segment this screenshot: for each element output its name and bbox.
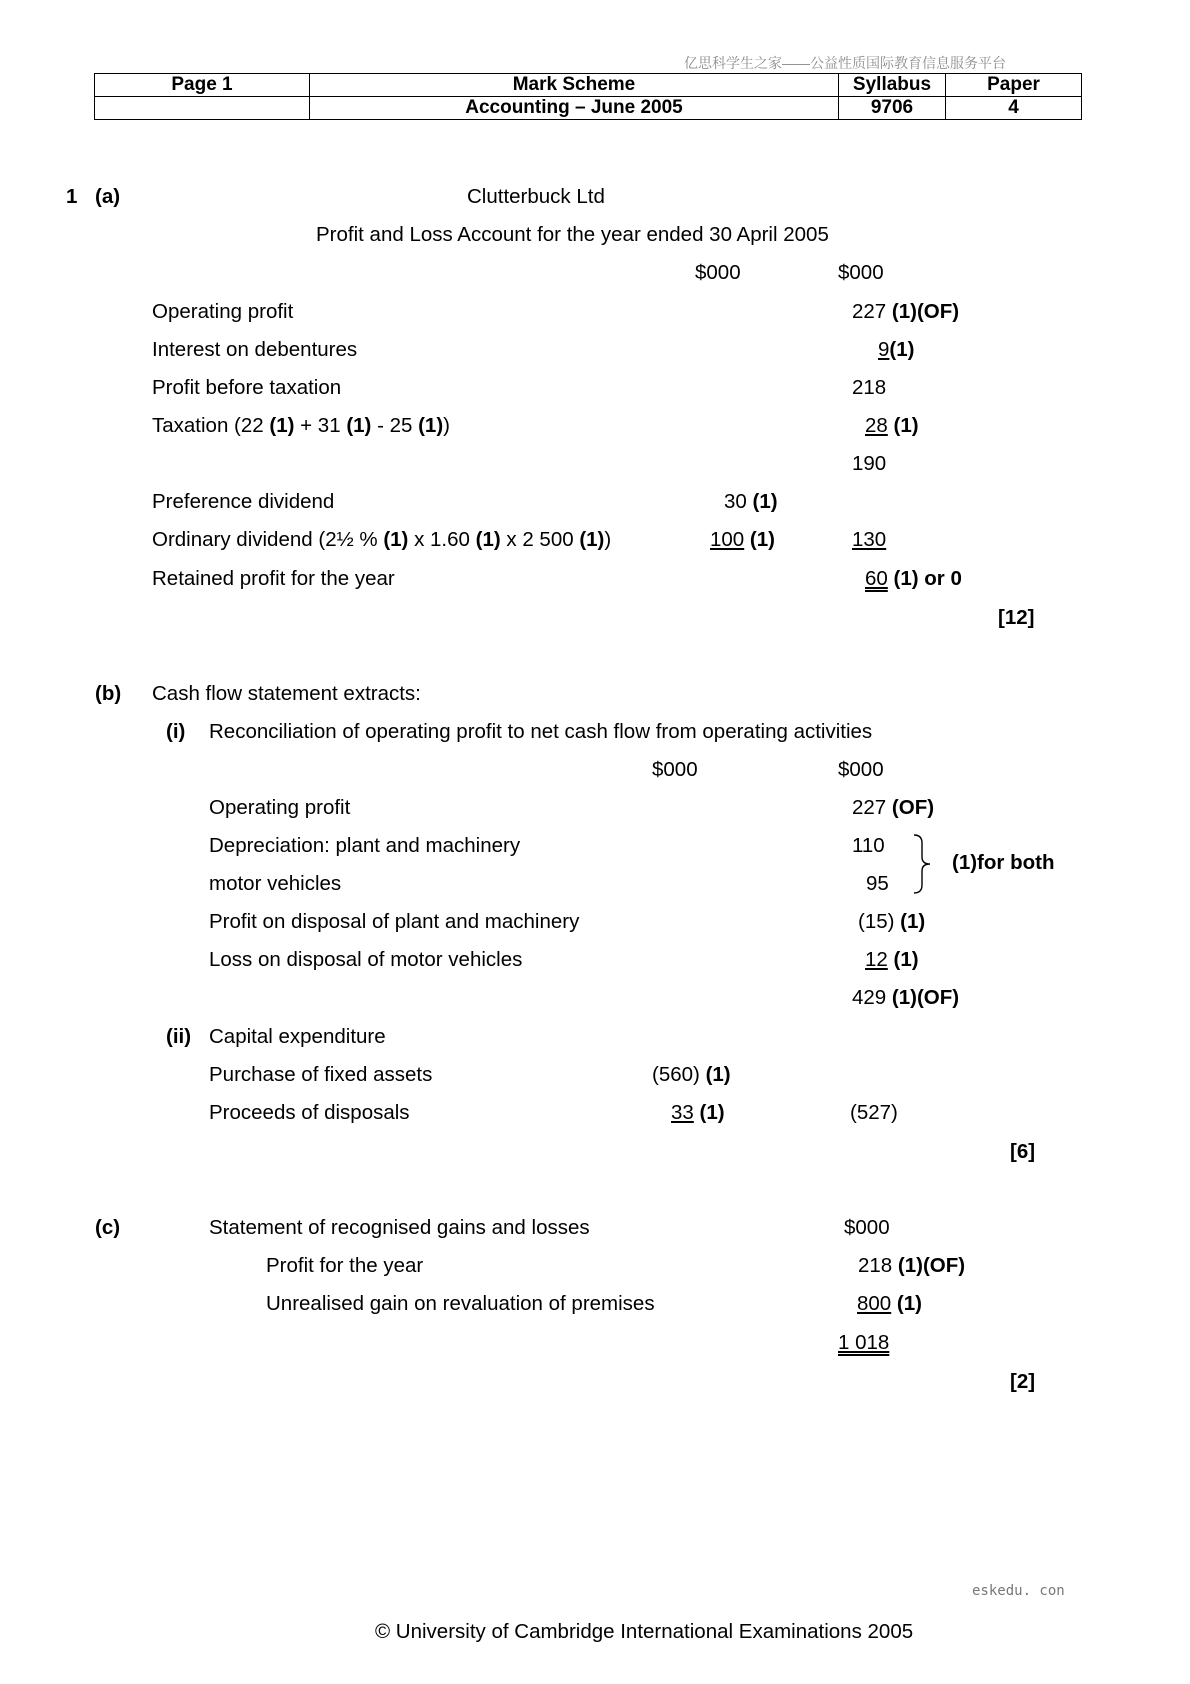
c-value-gain: 800 (1): [857, 1292, 922, 1315]
watermark-text: 亿思科学生之家——公益性质国际教育信息服务平台: [684, 55, 1006, 71]
col-heading-1: $000: [695, 261, 741, 284]
b-value-profit-disposal: (15) (1): [858, 910, 926, 933]
header-mark-scheme: Mark Scheme: [310, 74, 839, 97]
header-empty-cell: [95, 97, 310, 120]
row-value-ord-dividend: 100 (1): [710, 528, 775, 551]
c-col-heading: $000: [844, 1216, 890, 1239]
part-b-ii-title: Capital expenditure: [209, 1025, 386, 1048]
row-value-pref-dividend: 30 (1): [724, 490, 778, 513]
header-table: [94, 73, 1082, 120]
b-label-purchase: Purchase of fixed assets: [209, 1063, 433, 1086]
b-label-dep-mv: motor vehicles: [209, 872, 342, 895]
c-label-profit: Profit for the year: [266, 1254, 424, 1277]
c-value-profit: 218 (1)(OF): [858, 1254, 966, 1277]
row-value-subtotal: 190: [852, 452, 887, 475]
part-c-label: (c): [95, 1216, 121, 1239]
row-value-operating-profit: 227 (1)(OF): [852, 300, 960, 323]
c-label-gain: Unrealised gain on revaluation of premises: [266, 1292, 655, 1315]
row-value-interest: 9(1): [878, 338, 915, 361]
part-b-marks: [6]: [1010, 1140, 1036, 1163]
row-label-retained: Retained profit for the year: [152, 567, 395, 590]
row-value-retained: 60 (1) or 0: [865, 567, 962, 590]
part-b-label: (b): [95, 682, 122, 705]
row-label-ord-dividend: Ordinary dividend (2½ % (1) x 1.60 (1) x 2 500 (1)): [152, 528, 612, 551]
b-label-proceeds: Proceeds of disposals: [209, 1101, 410, 1124]
b-both-mark: (1)for both: [952, 851, 1055, 874]
part-b-ii-label: (ii): [166, 1025, 192, 1048]
question-number: 1: [66, 185, 78, 208]
b-col-heading-2: $000: [838, 758, 884, 781]
header-paper: 4: [946, 97, 1082, 120]
part-b-i-label: (i): [166, 720, 186, 743]
row-value-pbt: 218: [852, 376, 887, 399]
header-paper-label: Paper: [946, 74, 1082, 97]
row-label-tax: Taxation (22 (1) + 31 (1) - 25 (1)): [152, 414, 450, 437]
b-value-dep-mv: 95: [866, 872, 889, 895]
b-value-capex-net: (527): [850, 1101, 898, 1124]
b-value-dep-pm: 110: [852, 834, 885, 857]
c-value-total: 1 018: [838, 1331, 890, 1354]
part-c-title: Statement of recognised gains and losses: [209, 1216, 590, 1239]
b-value-purchase: (560) (1): [652, 1063, 731, 1086]
col-heading-2: $000: [838, 261, 884, 284]
row-value-dividends-total: 130: [852, 528, 887, 551]
company-name: Clutterbuck Ltd: [467, 185, 605, 208]
b-value-proceeds: 33 (1): [671, 1101, 725, 1124]
b-value-total: 429 (1)(OF): [852, 986, 960, 1009]
footer-copyright: © University of Cambridge International Examinations 2005: [375, 1620, 914, 1643]
b-col-heading-1: $000: [652, 758, 698, 781]
part-c-marks: [2]: [1010, 1370, 1036, 1393]
b-label-loss-disposal: Loss on disposal of motor vehicles: [209, 948, 523, 971]
part-a-label: (a): [95, 185, 121, 208]
b-label-dep-pm: Depreciation: plant and machinery: [209, 834, 521, 857]
b-value-operating-profit: 227 (OF): [852, 796, 935, 819]
row-label-interest: Interest on debentures: [152, 338, 358, 361]
curly-brace-icon: [912, 833, 932, 895]
b-value-loss-disposal: 12 (1): [865, 948, 919, 971]
header-syllabus-label: Syllabus: [839, 74, 946, 97]
part-a-marks: [12]: [998, 606, 1035, 629]
site-watermark: eskedu. con: [972, 1583, 1065, 1599]
header-page: Page 1: [95, 74, 310, 97]
statement-title: Profit and Loss Account for the year ended 30 April 2005: [316, 223, 829, 246]
header-subject: Accounting – June 2005: [310, 97, 839, 120]
part-b-i-title: Reconciliation of operating profit to net cash flow from operating activities: [209, 720, 873, 743]
row-label-pbt: Profit before taxation: [152, 376, 342, 399]
b-label-operating-profit: Operating profit: [209, 796, 351, 819]
row-label-pref-dividend: Preference dividend: [152, 490, 335, 513]
header-syllabus: 9706: [839, 97, 946, 120]
row-value-tax: 28 (1): [865, 414, 919, 437]
row-label-operating-profit: Operating profit: [152, 300, 294, 323]
part-b-intro: Cash flow statement extracts:: [152, 682, 421, 705]
b-label-profit-disposal: Profit on disposal of plant and machinery: [209, 910, 580, 933]
